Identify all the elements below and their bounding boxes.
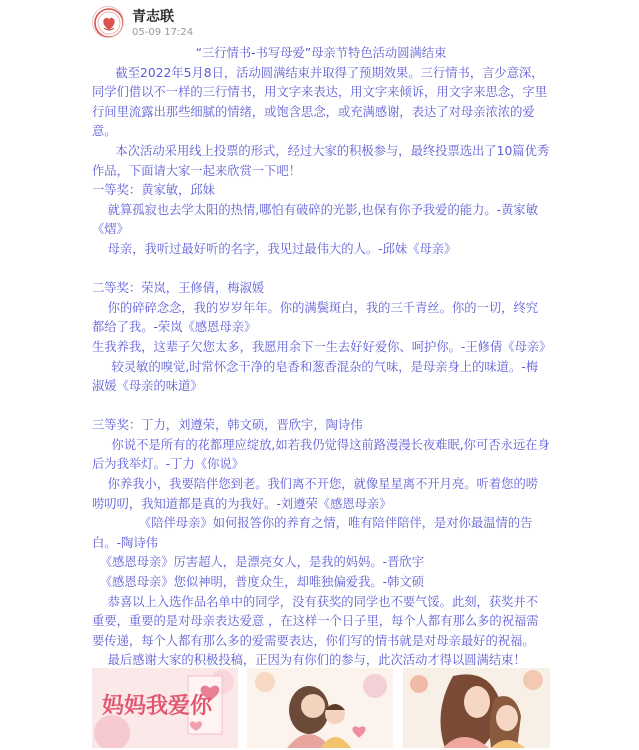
- post-header: [0, 0, 639, 44]
- award-heading-second: 二等奖：荣岚，王修倩，梅淑媛: [92, 281, 265, 296]
- article-paragraph: 《陪伴母亲》如何报答你的养育之情，唯有陪伴陪伴，是对你最温情的告白。-陶诗伟: [92, 516, 533, 550]
- article-paragraph: 《感恩母亲》您似神明，普度众生，却唯独偏爱我。-韩文硕: [92, 575, 424, 590]
- article-paragraph: 你养我小，我要陪伴您到老。我们离不开您，就像星星离不开月亮。听着您的唠唠叨叨，我知道都是真的为我好。-刘遵荣《感恩母亲》: [92, 477, 539, 511]
- image-mother-child-illustration[interactable]: [247, 668, 393, 748]
- article-body: [92, 44, 550, 671]
- author-name[interactable]: 青志联: [132, 9, 174, 25]
- blank-line: [92, 260, 550, 280]
- image-mother-daughter-illustration[interactable]: [403, 668, 550, 748]
- article-paragraph: 就算孤寂也去学太阳的热情,哪怕有破碎的光影,也保有你予我爱的能力。-黄家敏《熠》: [92, 202, 538, 237]
- article-paragraph: 你的碎碎念念，我的岁岁年年。你的满鬓斑白，我的三千青丝。你的一切，终究都给了我。-荣岚《感恩母亲》: [92, 300, 539, 335]
- image-mom-i-love-you[interactable]: [92, 668, 238, 748]
- organization-logo-icon: [93, 7, 124, 38]
- avatar[interactable]: [92, 6, 124, 38]
- article-paragraph: 母亲，我听过最好听的名字，我见过最伟大的人。-邱妹《母亲》: [92, 241, 457, 256]
- blank-line: [92, 397, 550, 417]
- award-heading-third: 三等奖：丁力，刘遵荣，韩文硕，晋欣宇，陶诗伟: [92, 418, 363, 433]
- article-title: “三行情书-书写母爱”母亲节特色活动圆满结束: [195, 46, 447, 60]
- article-paragraph: 本次活动采用线上投票的形式，经过大家的积极参与，最终投票选出了10篇优秀作品，下面请大家一起来欣赏一下吧！: [92, 143, 550, 178]
- article-paragraph: 截至2022年5月8日，活动圆满结束并取得了预期效果。三行情书，言少意深，同学们借以不一样的三行情书，用文字来表达，用文字来倾诉，用文字来思念，字里行间里流露出那些细腻的情绪，或饱含思念，或充满感谢，表达了对母亲浓浓的爱意。: [92, 65, 547, 139]
- article-paragraph: 最后感谢大家的积极投稿，正因为有你们的参与，此次活动才得以圆满结束！: [92, 653, 526, 668]
- award-heading-first: 一等奖：黄家敏，邱妹: [92, 183, 215, 198]
- article-paragraph: 生我养我，这辈子欠您太多，我愿用余下一生去好好爱你、呵护你。-王修倩《母亲》: [92, 339, 552, 354]
- post-time: 05-09 17:24: [132, 27, 194, 38]
- image-text: 妈妈我爱你: [102, 694, 213, 719]
- image-row: [92, 668, 550, 748]
- article-paragraph: 恭喜以上入选作品名单中的同学，没有获奖的同学也不要气馁。此刻，获奖并不重要，重要的是对母亲表达爱意 ，在这样一个日子里，每个人都有那么多的祝福需要传递，每个人都有那么多的爱需要表达，你们写的情书就是对母亲最好的祝福。: [92, 594, 539, 648]
- article-paragraph: 《感恩母亲》厉害超人，是漂亮女人，是我的妈妈。-晋欣宇: [92, 555, 424, 570]
- article-paragraph: 较灵敏的嗅觉,时常怀念干净的皂香和葱香混杂的气味，是母亲身上的味道。-梅淑媛《母亲的味道》: [92, 359, 538, 394]
- article-paragraph: 你说不是所有的花都理应绽放,如若我仍觉得这前路漫漫长夜难眠,你可否永远在身后为我举灯。-丁力《你说》: [92, 437, 550, 472]
